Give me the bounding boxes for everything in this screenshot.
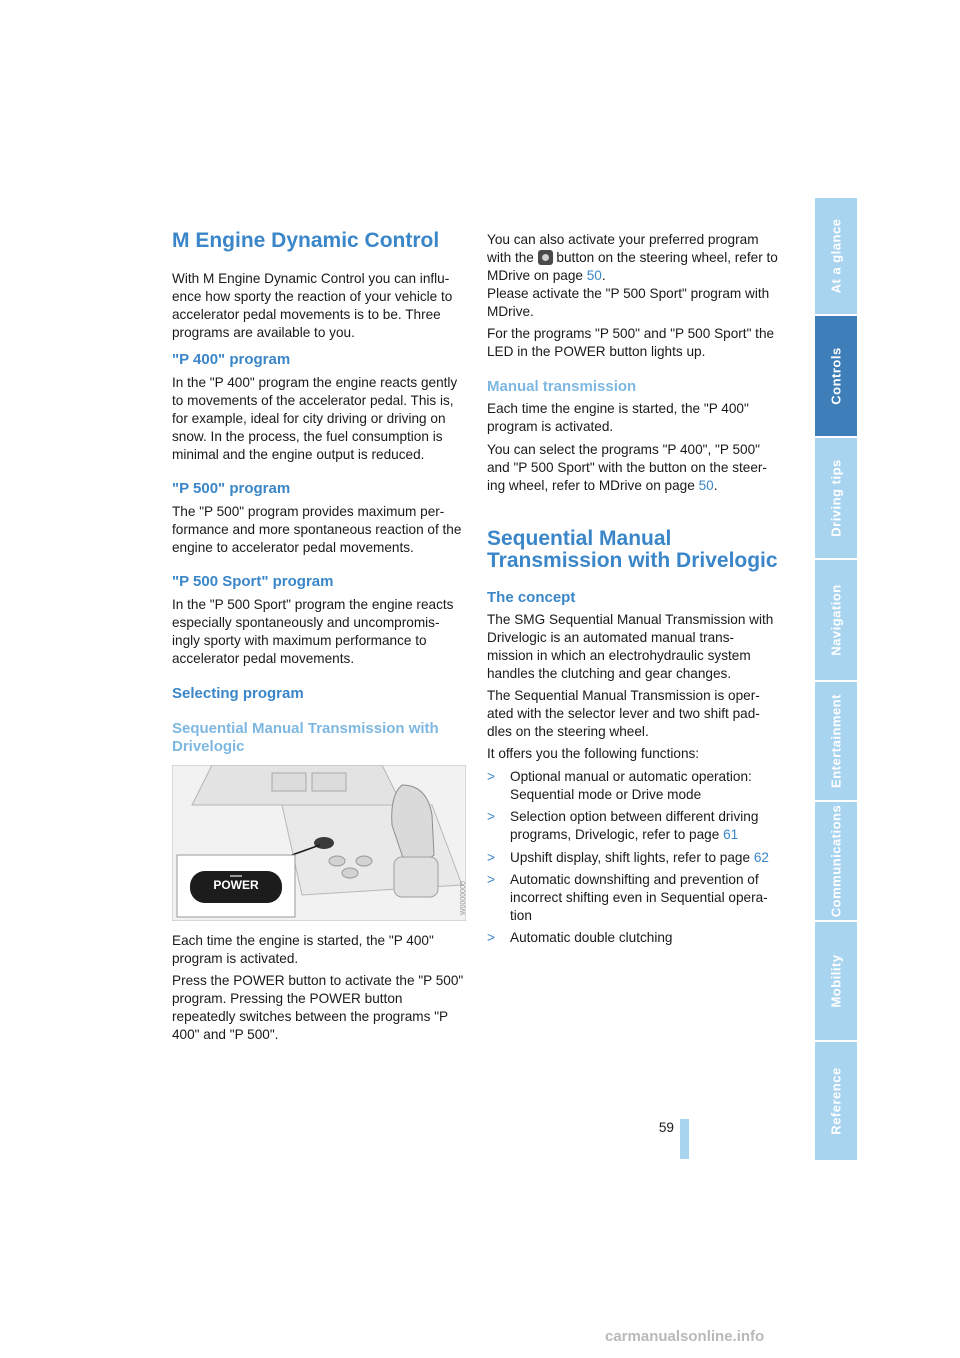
p400-paragraph: In the "P 400" program the engine reacts gently to movements of the accelerator pedal. This is, for example, ideal for city driving or driving on snow. In the process, the fuel consumption is minimal and the engine output is reduced.: [172, 375, 458, 462]
list-item: [487, 929, 777, 947]
tab-label: Navigation: [828, 584, 844, 656]
p500-heading: "P 500" program: [172, 480, 291, 497]
tab-controls[interactable]: [815, 316, 857, 436]
page-link-62[interactable]: 62: [753, 850, 769, 865]
concept-paragraph-2: The Sequential Manual Transmission is oper-ated with the selector lever and two shift pad-dles on the steering wheel.: [487, 688, 760, 739]
manual-transmission-heading: Manual transmission: [487, 378, 637, 395]
tab-reference[interactable]: [815, 1042, 857, 1160]
punct: .: [601, 268, 606, 283]
tab-label: Driving tips: [828, 459, 844, 537]
image-code: W0000000: [460, 881, 467, 915]
tab-navigation[interactable]: [815, 560, 857, 680]
footer-watermark: carmanualsonline.info: [605, 1328, 765, 1345]
tab-driving-tips[interactable]: [815, 438, 857, 558]
mdrive-text-2: button on the steering wheel, refer to MDrive on page: [487, 250, 778, 283]
tab-label: At a glance: [828, 218, 844, 294]
list-item-text: [510, 849, 777, 867]
smg-title: Sequential Manual Transmission with Drivelogic: [487, 527, 778, 572]
page-link-50[interactable]: 50: [698, 478, 714, 493]
list-item-text: Optional manual or automatic operation: Sequential mode or Drive mode: [510, 769, 752, 802]
list-item-text: Automatic downshifting and prevention of incorrect shifting even in Sequential opera-tion: [510, 872, 768, 923]
manual-paragraph-2-text: You can select the programs "P 400", "P 500" and "P 500 Sport" with the button on the steer-ing wheel, refer to MDrive on page: [487, 442, 767, 493]
console-drawing: [172, 765, 466, 921]
p400-heading: "P 400" program: [172, 351, 291, 368]
concept-paragraph-3: It offers you the following functions:: [487, 746, 700, 761]
p500-sport-paragraph: In the "P 500 Sport" program the engine reacts especially spontaneously and uncompromis-ingly sporty with maximum performance to accelerator pedal movements.: [172, 597, 454, 666]
page-number-bar: [680, 1119, 689, 1159]
tab-communications[interactable]: [815, 802, 857, 920]
tab-label: Entertainment: [828, 694, 844, 788]
list-item: [487, 808, 777, 844]
manual-paragraph-2: [487, 441, 779, 495]
after-image-paragraph-1: Each time the engine is started, the "P 400" program is activated.: [172, 933, 434, 966]
bullet-marker: >: [487, 769, 495, 784]
list-item: [487, 849, 777, 867]
power-button-illustration: [172, 765, 466, 921]
bullet-marker: >: [487, 850, 495, 865]
page-link-50[interactable]: 50: [586, 268, 602, 283]
page-link-61[interactable]: 61: [723, 827, 739, 842]
concept-paragraph-1: The SMG Sequential Manual Transmission with Drivelogic is an automated manual trans-mission in which an electrohydraulic system handles the clutching and gear changes.: [487, 612, 774, 681]
mdrive-text-1: You can also activate your preferred program with the: [487, 232, 759, 265]
list-item: [487, 871, 777, 925]
mdrive-button-icon: [538, 250, 553, 265]
smg-subheading: Sequential Manual Transmission with Drivelogic: [172, 720, 439, 755]
p500-sport-heading: "P 500 Sport" program: [172, 573, 334, 590]
tab-label: Reference: [828, 1067, 844, 1135]
list-item: [487, 768, 777, 804]
intro-paragraph: With M Engine Dynamic Control you can influ-ence how sporty the reaction of your vehicle to accelerator pedal movements is to be. Three programs are available to you.: [172, 271, 453, 340]
list-item-text-body: Selection option between different driving programs, Drivelogic, refer to page: [510, 809, 759, 842]
bullet-marker: >: [487, 930, 495, 945]
p500-paragraph: The "P 500" program provides maximum per-formance and more spontaneous reaction of the engine to accelerator pedal movements.: [172, 504, 462, 555]
tab-at-a-glance[interactable]: [815, 198, 857, 314]
list-item-text-body: Upshift display, shift lights, refer to page: [510, 850, 751, 865]
concept-heading: The concept: [487, 589, 576, 606]
manual-paragraph-1: Each time the engine is started, the "P 400" program is activated.: [487, 401, 749, 434]
section-title: M Engine Dynamic Control: [172, 229, 440, 252]
list-item-text: Automatic double clutching: [510, 930, 673, 945]
mdrive-sport-paragraph: Please activate the "P 500 Sport" program with MDrive.: [487, 286, 770, 319]
punct: .: [713, 478, 718, 493]
tab-label: Mobility: [828, 954, 844, 1008]
list-item-text: [510, 808, 777, 844]
led-paragraph: For the programs "P 500" and "P 500 Sport" the LED in the POWER button lights up.: [487, 326, 775, 359]
power-button-label: POWER: [213, 878, 259, 892]
page-number: 59: [658, 1120, 674, 1135]
tab-mobility[interactable]: [815, 922, 857, 1040]
after-image-paragraph-2: Press the POWER button to activate the "P 500" program. Pressing the POWER button repeatedly switches between the programs "P 400" and "P 500".: [172, 973, 464, 1042]
bullet-marker: >: [487, 809, 495, 824]
selecting-program-heading: Selecting program: [172, 685, 304, 702]
tab-entertainment[interactable]: [815, 682, 857, 800]
tab-label: Communications: [828, 804, 844, 918]
bullet-marker: >: [487, 872, 495, 887]
mdrive-paragraph: [487, 231, 779, 285]
tab-label: Controls: [828, 347, 844, 405]
